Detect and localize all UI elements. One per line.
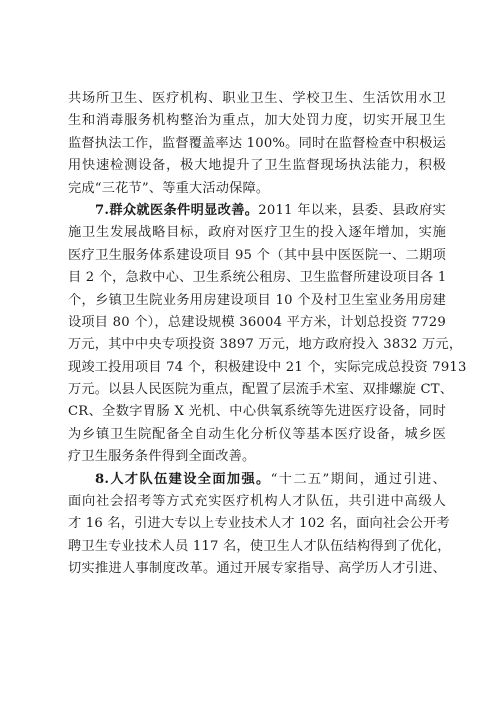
text-line: 疗卫生服务条件得到全面改善。 (68, 449, 256, 465)
text-line: 监督执法工作，监督覆盖率达 100%。同时在监督检查中积极运 (68, 135, 446, 151)
paragraph-first-line (68, 200, 446, 222)
paragraph-first-line (68, 469, 446, 491)
text-line: 用快速检测设备，极大地提升了卫生监督现场执法能力，积极 (68, 158, 446, 174)
text-line: 面向社会招考等方式充实医疗机构人才队伍，共引进中高级人 (68, 494, 446, 510)
text-line: 个，乡镇卫生院业务用房建设项目 10 个及村卫生室业务用房建 (68, 292, 446, 308)
text-span: “十二五”期间，通过引进、 (270, 471, 446, 487)
text-line: 才 16 名，引进大专以上专业技术人才 102 名，面向社会公开考 (68, 516, 450, 532)
text-line: 切实推进人事制度改革。通过开展专家指导、高学历人才引进、 (68, 561, 446, 577)
text-line: 现竣工投用项目 74 个，积极建设中 21 个，实际完成总投资 7913 (68, 359, 467, 375)
text-line: 生和消毒服务机构整治为重点，加大处罚力度，切实开展卫生 (68, 113, 446, 129)
text-line: 万元，其中中央专项投资 3897 万元，地方政府投入 3832 万元， (68, 337, 463, 353)
text-span: 2011 年以来，县委、县政府实 (258, 202, 446, 218)
paragraph-public-health-supervision (68, 88, 446, 200)
text-line: 设项目 80 个），总建设规模 36004 平方米，计划总投资 7729 (68, 314, 446, 330)
text-line: 共场所卫生、医疗机构、职业卫生、学校卫生、生活饮用水卫 (68, 91, 446, 106)
text-line: 为乡镇卫生院配备全自动生化分析仪等基本医疗设备，城乡医 (68, 426, 446, 442)
paragraph-talent-building (68, 469, 451, 581)
text-line: 目 2 个，急救中心、卫生系统公租房、卫生监督所建设项目各 1 (68, 270, 447, 286)
document-page (68, 88, 467, 581)
text-line: 完成“三花节”、等重大活动保障。 (68, 180, 270, 196)
text-line: 医疗卫生服务体系建设项目 95 个（其中县中医医院一、二期项 (68, 247, 446, 263)
text-line: CR、全数字胃肠 X 光机、中心供氧系统等先进医疗设备，同时 (68, 404, 446, 420)
section-heading-7: 7.群众就医条件明显改善。 (95, 202, 259, 218)
text-line: 施卫生发展战略目标，政府对医疗卫生的投入逐年增加，实施 (68, 225, 446, 241)
paragraph-medical-conditions (68, 200, 467, 469)
text-line: 聘卫生专业技术人员 117 名，使卫生人才队伍结构得到了优化， (68, 538, 451, 554)
section-heading-8: 8.人才队伍建设全面加强。 (95, 471, 271, 487)
text-line: 万元。以县人民医院为重点，配置了层流手术室、双排螺旋 CT、 (68, 382, 454, 398)
